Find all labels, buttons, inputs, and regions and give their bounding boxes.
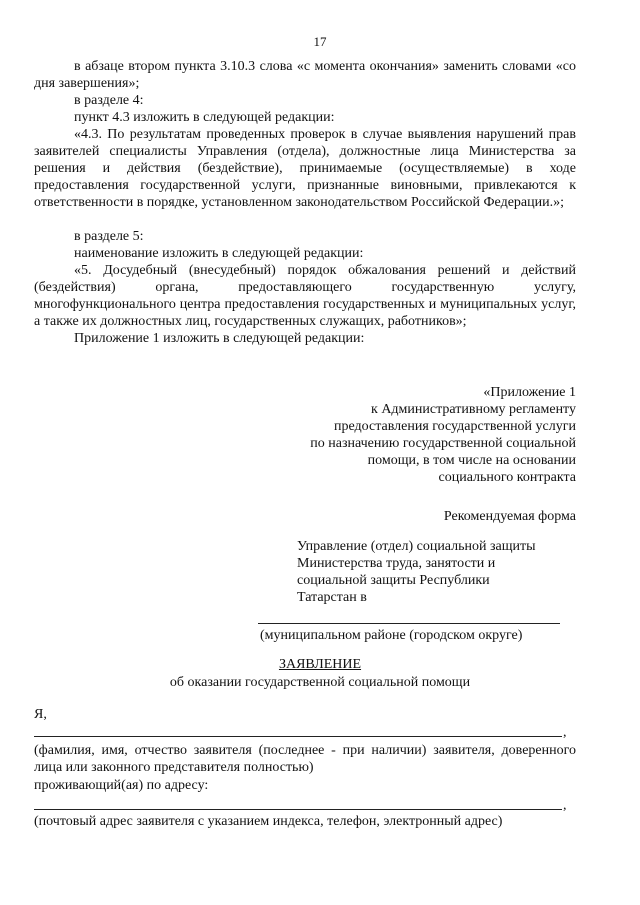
recommended-form-label: Рекомендуемая форма [443,509,576,524]
municipality-caption: (муниципальном районе (городском округе) [260,628,523,643]
addressee-block [297,538,536,606]
municipality-input-line[interactable] [258,623,560,624]
paragraph-amendment-3-10-3: в абзаце втором пункта 3.10.3 слова «с момента окончания» заменить словами «со дня завершения»; [34,59,576,91]
appendix-line: помощи, в том числе на основании [367,453,576,468]
applicant-name-input-line[interactable] [34,736,562,737]
paragraph-name-change: наименование изложить в следующей редакции: [74,246,364,261]
appendix-line: к Административному регламенту [371,402,576,417]
i-label: Я, [34,707,47,722]
paragraph-4-3-text: «4.3. По результатам проведенных проверок в случае выявления нарушений прав заявителей специалисты Управления (отдела), должностные лица Министерства за решения и действия (бездействие), принимаемые (осуществляемые) в ходе предоставления государственной услуги, признанные виновными, привлекаются к ответственности в порядке, установленном законодательством Российской Федерации.»; [34,127,576,210]
addressee-line: Управление (отдел) социальной защиты [297,539,536,554]
page-number: 17 [313,34,327,49]
appendix-header [276,384,576,486]
form-title: ЗАЯВЛЕНИЕ [278,657,362,672]
name-field-caption: (фамилия, имя, отчество заявителя (последнее - при наличии) заявителя, доверенного лица или законного представителя полностью) [34,743,576,775]
address-input-line[interactable] [34,809,562,810]
addressee-line: Министерства труда, занятости и [297,556,496,571]
paragraph-section-5: в разделе 5: [74,229,144,244]
addressee-line: Татарстан в [297,590,367,605]
appendix-line: по назначению государственной социальной [310,436,576,451]
paragraph-item-4-3: пункт 4.3 изложить в следующей редакции: [74,110,335,125]
appendix-line: «Приложение 1 [483,385,576,400]
appendix-line: социального контракта [438,470,576,485]
comma-mark: , [563,798,567,813]
form-subtitle: об оказании государственной социальной помощи [169,675,471,690]
comma-mark: , [563,725,567,740]
paragraph-section-4: в разделе 4: [74,93,144,108]
addressee-line: социальной защиты Республики [297,573,490,588]
paragraph-appendix-1: Приложение 1 изложить в следующей редакции: [74,331,365,346]
residing-label: проживающий(ая) по адресу: [34,778,209,793]
address-field-caption: (почтовый адрес заявителя с указанием индекса, телефон, электронный адрес) [34,814,503,829]
paragraph-section-5-title: «5. Досудебный (внесудебный) порядок обжалования решений и действий (бездействия) органа, предоставляющего государственную услугу, многофункционального центра предоставления государственных и муниципальных услуг, а также их должностных лиц, государственных служащих, работников»; [34,263,576,329]
appendix-line: предоставления государственной услуги [334,419,576,434]
